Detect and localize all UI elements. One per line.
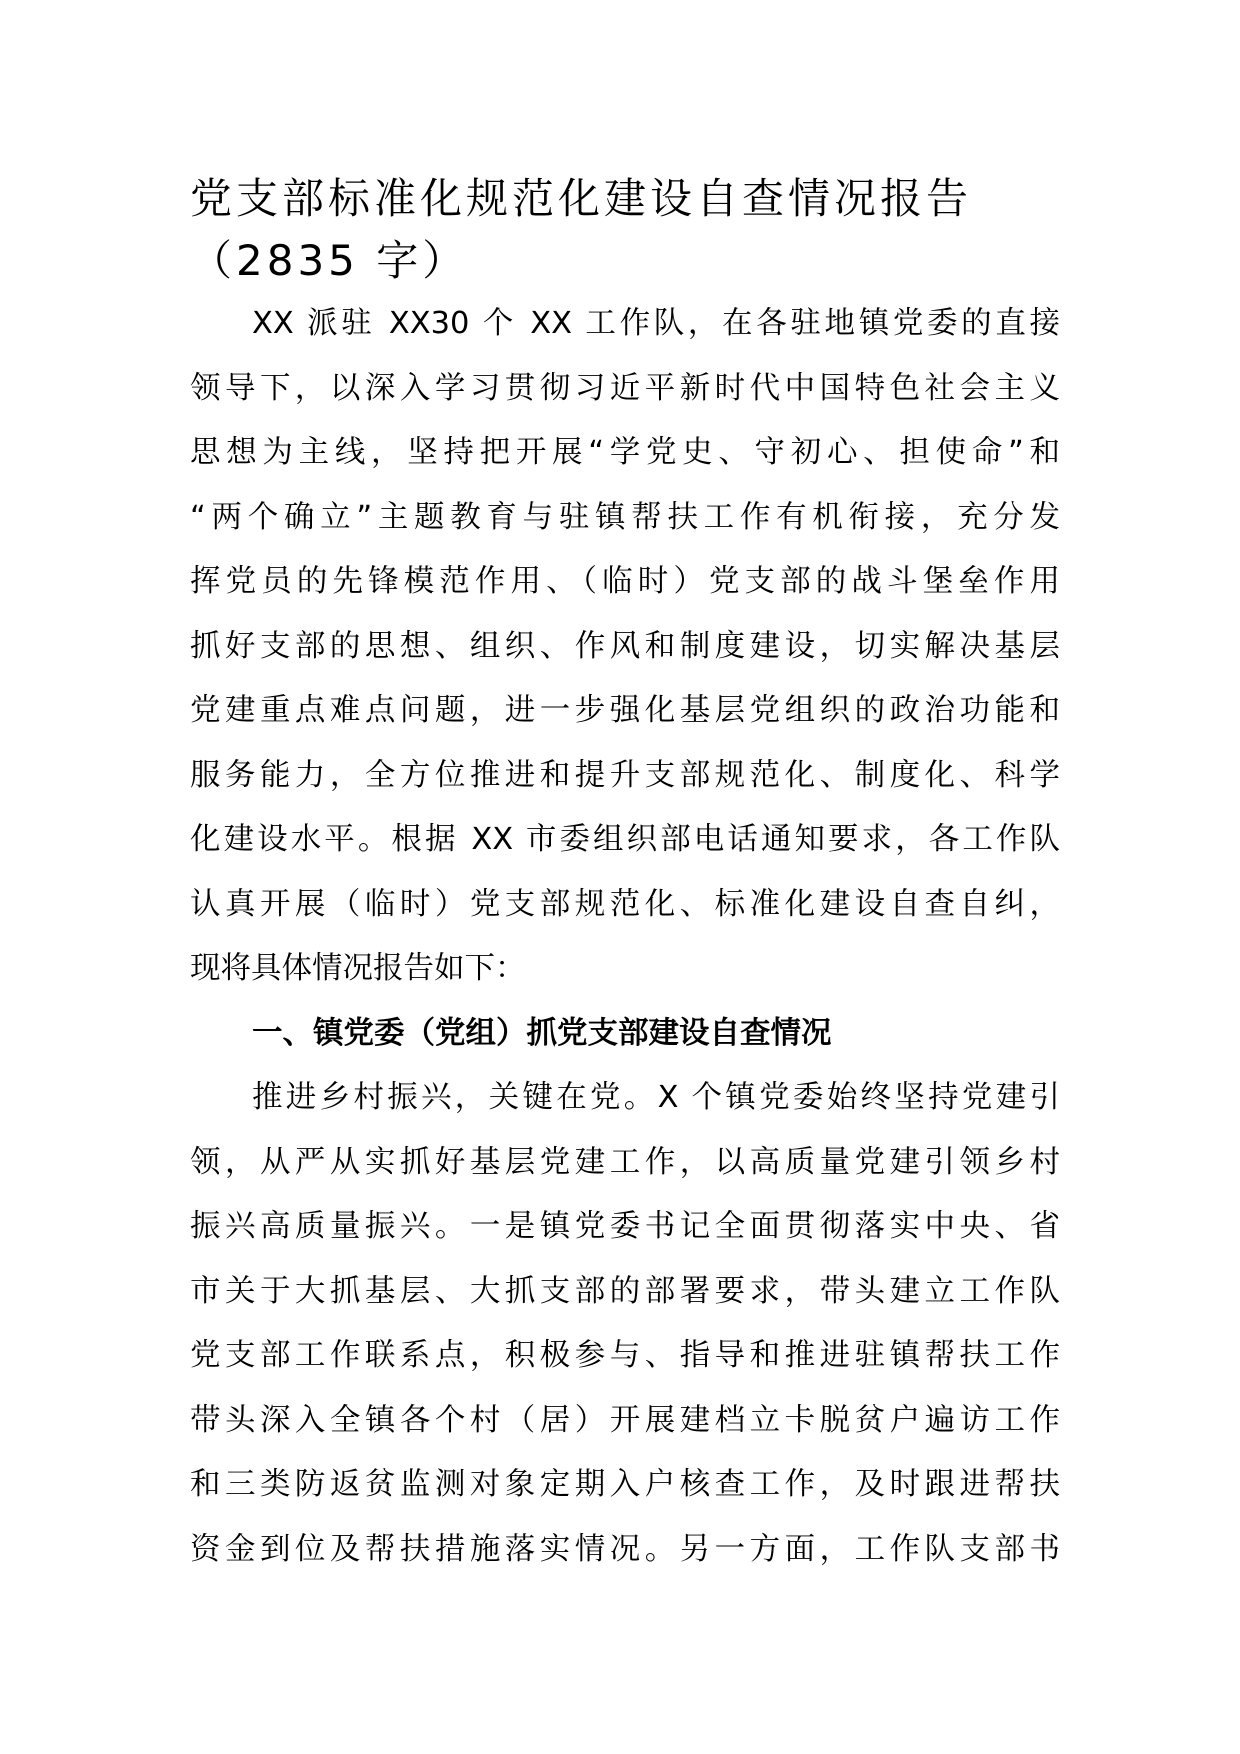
section-heading: 一、镇党委（党组）抓党支部建设自查情况 — [252, 1015, 832, 1051]
paragraph-line: 市关于大抓基层、大抓支部的部署要求，带头建立工作队 — [190, 1273, 1060, 1309]
title-line-2: （2835 字） — [190, 236, 469, 285]
paragraph-line: 化建设水平。根据 XX 市委组织部电话通知要求，各工作队 — [190, 822, 1060, 857]
paragraph-line: 抓好支部的思想、组织、作风和制度建设，切实解决基层 — [190, 628, 1060, 664]
paragraph-line: 振兴高质量振兴。一是镇党委书记全面贯彻落实中央、省 — [190, 1209, 1060, 1244]
paragraph-line: XX 派驻 XX30 个 XX 工作队，在各驻地镇党委的直接 — [252, 306, 1060, 341]
paragraph-line: 领导下，以深入学习贯彻习近平新时代中国特色社会主义 — [190, 370, 1060, 406]
intro-paragraph — [190, 292, 1060, 1002]
document-title — [190, 168, 1060, 292]
paragraph-line: “两个确立”主题教育与驻镇帮扶工作有机衔接，充分发 — [190, 499, 1060, 535]
paragraph-line: 带头深入全镇各个村（居）开展建档立卡脱贫户遍访工作 — [190, 1402, 1060, 1438]
paragraph-line: 推进乡村振兴，关键在党。X 个镇党委始终坚持党建引 — [252, 1080, 1060, 1115]
paragraph-line: 现将具体情况报告如下： — [190, 951, 526, 986]
paragraph-line: 认真开展（临时）党支部规范化、标准化建设自查自纠， — [190, 886, 1060, 922]
paragraph-line: 党建重点难点问题，进一步强化基层党组织的政治功能和 — [190, 693, 1060, 728]
paragraph-line: 服务能力，全方位推进和提升支部规范化、制度化、科学 — [190, 757, 1060, 793]
section-paragraph — [190, 1066, 1060, 1582]
document-body — [190, 168, 1060, 1582]
paragraph-line: 党支部工作联系点，积极参与、指导和推进驻镇帮扶工作 — [190, 1338, 1060, 1373]
paragraph-line: 领，从严从实抓好基层党建工作，以高质量党建引领乡村 — [190, 1144, 1060, 1180]
paragraph-line: 挥党员的先锋模范作用、（临时）党支部的战斗堡垒作用 — [190, 564, 1060, 599]
paragraph-line: 和三类防返贫监测对象定期入户核查工作，及时跟进帮扶 — [190, 1467, 1060, 1502]
paragraph-line: 资金到位及帮扶措施落实情况。另一方面，工作队支部书 — [190, 1531, 1060, 1567]
title-line-1: 党支部标准化规范化建设自查情况报告 — [190, 174, 973, 223]
paragraph-line: 思想为主线，坚持把开展“学党史、守初心、担使命”和 — [190, 435, 1060, 470]
